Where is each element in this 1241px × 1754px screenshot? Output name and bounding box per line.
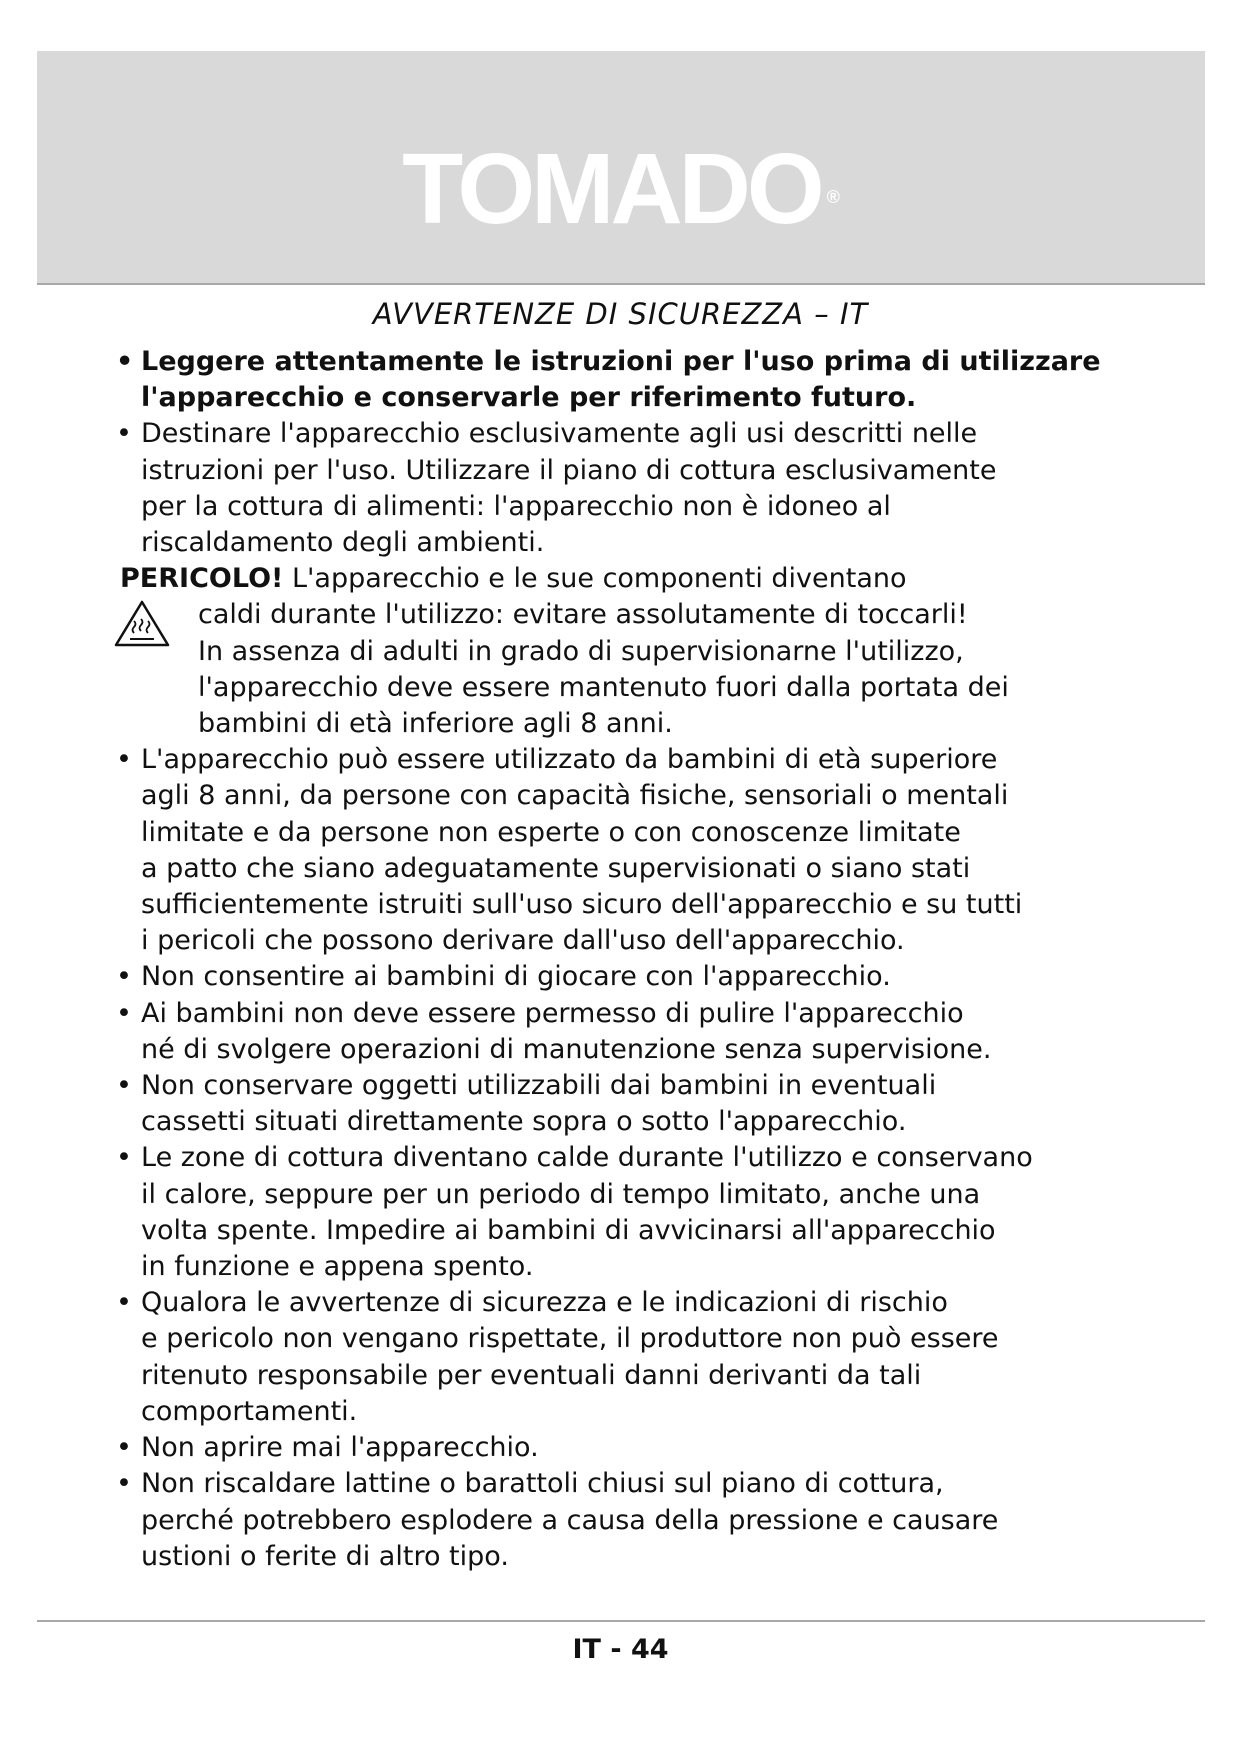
- list-item-line: comportamenti.: [141, 1395, 358, 1427]
- danger-line: bambini di età inferiore agli 8 anni.: [198, 708, 673, 740]
- list-item-line: ritenuto responsabile per eventuali danni derivanti da tali: [141, 1359, 922, 1391]
- list-item: [114, 1068, 1124, 1140]
- list-item-line: Leggere attentamente le istruzioni per l'uso prima di utilizzare: [141, 346, 1101, 377]
- list-item-line: Non riscaldare lattine o barattoli chiusi sul piano di cottura,: [141, 1468, 944, 1500]
- list-item-line: istruzioni per l'uso. Utilizzare il piano di cottura esclusivamente: [141, 454, 997, 486]
- bullet-icon: •: [116, 418, 132, 450]
- list-item-line: i pericoli che possono derivare dall'uso dell'apparecchio.: [141, 925, 905, 957]
- brand-logo: [37, 133, 1205, 245]
- danger-first-line: [120, 561, 1124, 597]
- list-item-line: in funzione e appena spento.: [141, 1251, 534, 1283]
- danger-warning: [114, 561, 1124, 742]
- list-item-line: né di svolgere operazioni di manutenzione senza supervisione.: [141, 1033, 992, 1065]
- danger-line: l'apparecchio deve essere mantenuto fuori dalla portata dei: [198, 671, 1009, 703]
- bullet-icon: •: [116, 1287, 132, 1319]
- list-item-line: ustioni o ferite di altro tipo.: [141, 1540, 509, 1572]
- page-number: IT - 44: [572, 1634, 669, 1665]
- bullet-icon: •: [116, 997, 132, 1029]
- list-item-line: volta spente. Impedire ai bambini di avvicinarsi all'apparecchio: [141, 1214, 996, 1246]
- list-item: [114, 1466, 1124, 1575]
- brand-name: TOMADO: [402, 133, 821, 245]
- list-item-line: Destinare l'apparecchio esclusivamente agli usi descritti nelle: [141, 418, 978, 450]
- list-item-line: il calore, seppure per un periodo di tempo limitato, anche una: [141, 1178, 981, 1210]
- bullet-icon: •: [116, 1468, 132, 1500]
- page-title: AVVERTENZE DI SICUREZZA – IT: [372, 297, 869, 331]
- list-item: [114, 742, 1124, 959]
- bullet-icon: •: [116, 961, 132, 993]
- list-item-line: limitate e da persone non esperte o con conoscenze limitate: [141, 816, 961, 848]
- bullet-icon: •: [116, 346, 134, 377]
- danger-line: In assenza di adulti in grado di supervisionarne l'utilizzo,: [198, 635, 964, 667]
- list-item-line: e pericolo non vengano rispettate, il produttore non può essere: [141, 1323, 999, 1355]
- list-item: [114, 996, 1124, 1068]
- list-item: [114, 1430, 1124, 1466]
- bullet-icon: •: [116, 1142, 132, 1174]
- list-item: [114, 959, 1124, 995]
- list-item-line: Qualora le avvertenze di sicurezza e le indicazioni di rischio: [141, 1287, 948, 1319]
- danger-label: PERICOLO!: [120, 563, 284, 595]
- header-banner: [37, 51, 1205, 285]
- list-item-line: L'apparecchio può essere utilizzato da bambini di età superiore: [141, 744, 998, 776]
- bullet-icon: •: [116, 1432, 132, 1464]
- list-item-line: l'apparecchio e conservarle per riferimento futuro.: [141, 382, 917, 414]
- list-item-line: Non consentire ai bambini di giocare con l'apparecchio.: [141, 961, 891, 993]
- registered-mark: ®: [826, 187, 840, 207]
- hot-surface-warning-icon: [114, 599, 170, 647]
- danger-text: L'apparecchio e le sue componenti diventano: [291, 563, 907, 595]
- list-item-line: riscaldamento degli ambienti.: [141, 527, 545, 559]
- footer-divider: [37, 1620, 1205, 1622]
- bullet-icon: •: [116, 1070, 132, 1102]
- list-item-line: cassetti situati direttamente sopra o sotto l'apparecchio.: [141, 1106, 907, 1138]
- list-item-line: Non conservare oggetti utilizzabili dai bambini in eventuali: [141, 1070, 937, 1102]
- list-item: [114, 344, 1124, 416]
- safety-warnings-list: [114, 344, 1124, 1575]
- list-item-line: Non aprire mai l'apparecchio.: [141, 1432, 539, 1464]
- list-item-line: Le zone di cottura diventano calde durante l'utilizzo e conservano: [141, 1142, 1033, 1174]
- list-item-line: agli 8 anni, da persone con capacità fisiche, sensoriali o mentali: [141, 780, 1009, 812]
- list-item-line: a patto che siano adeguatamente supervisionati o siano stati: [141, 852, 971, 884]
- list-item: [114, 1140, 1124, 1285]
- danger-line: caldi durante l'utilizzo: evitare assolutamente di toccarli!: [198, 599, 968, 631]
- list-item: [114, 416, 1124, 561]
- list-item-line: perché potrebbero esplodere a causa della pressione e causare: [141, 1504, 999, 1536]
- list-item: [114, 1285, 1124, 1430]
- list-item-line: Ai bambini non deve essere permesso di pulire l'apparecchio: [141, 997, 964, 1029]
- list-item-line: sufficientemente istruiti sull'uso sicuro dell'apparecchio e su tutti: [141, 889, 1023, 921]
- bullet-icon: •: [116, 744, 132, 776]
- list-item-line: per la cottura di alimenti: l'apparecchio non è idoneo al: [141, 490, 891, 522]
